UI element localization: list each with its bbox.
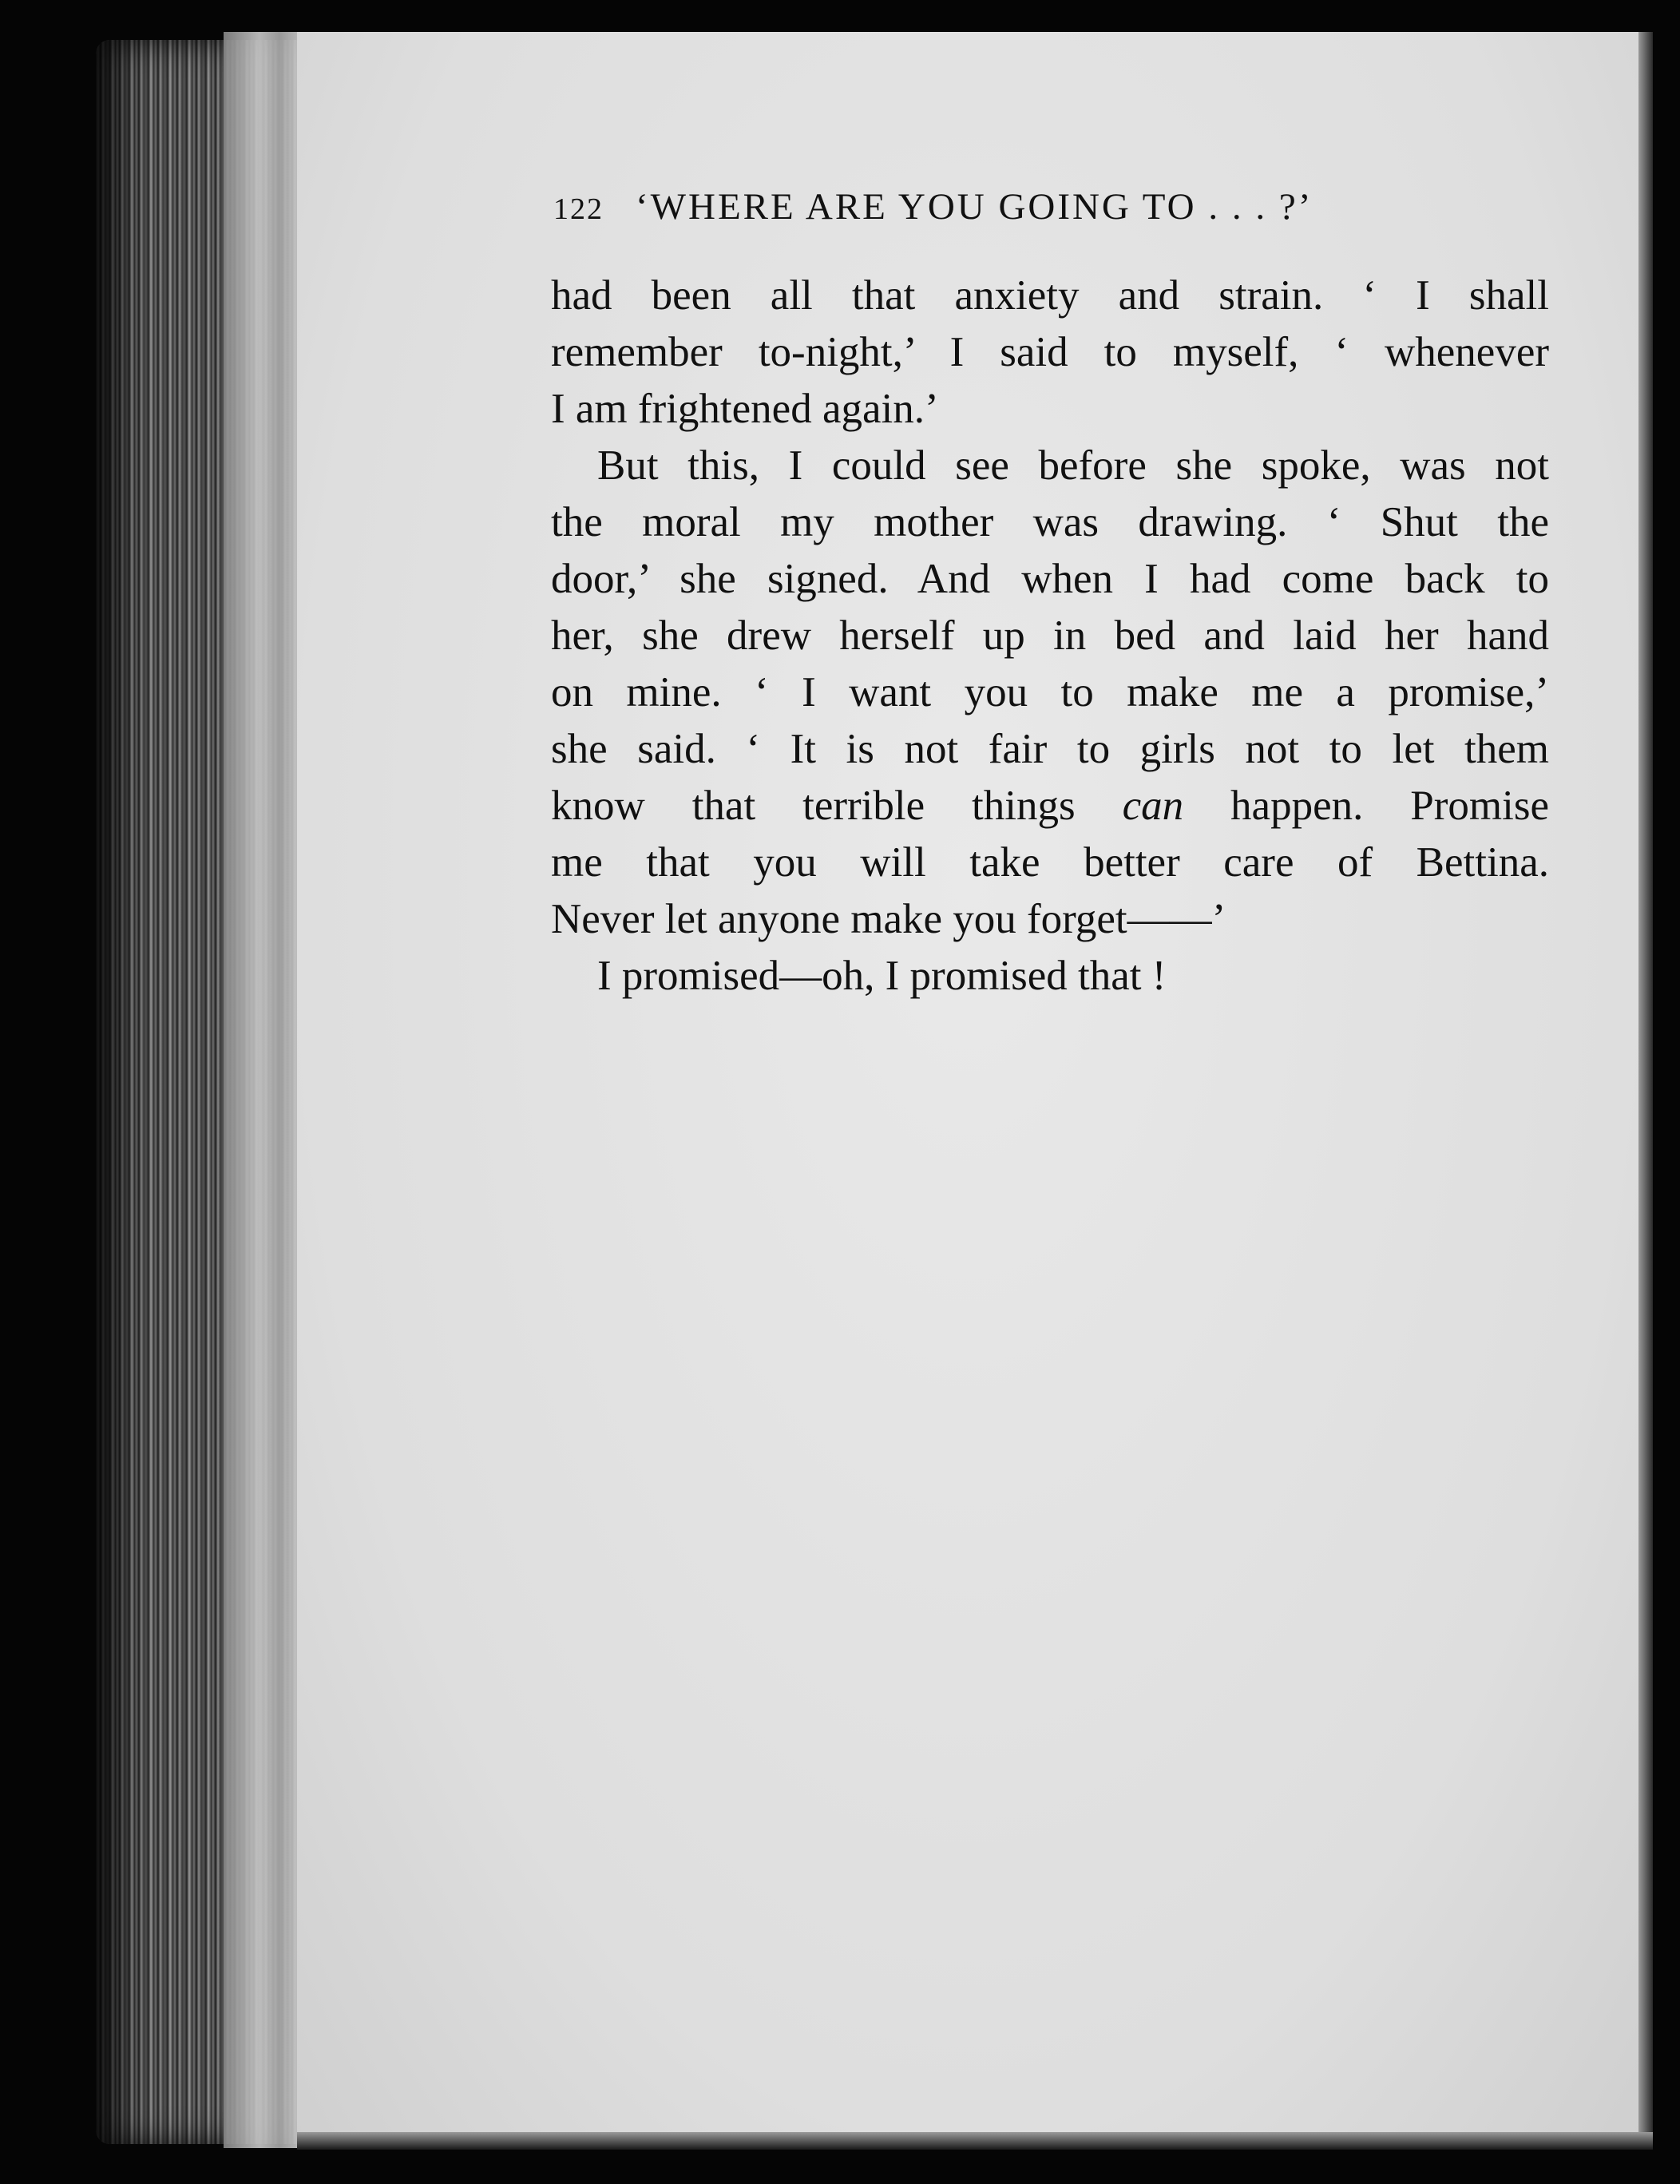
running-title: ‘WHERE ARE YOU GOING TO . . . ?’ — [636, 186, 1313, 228]
book-page-stack — [224, 32, 303, 2148]
text-line: door,’ she signed. And when I had come back to — [551, 556, 1549, 602]
text-line-with-emphasis — [551, 778, 1549, 834]
text-line: I am frightened again.’ — [551, 386, 939, 432]
text-line: had been all that anxiety and strain. ‘ I shall — [551, 272, 1549, 319]
text-line: Never let anyone make you forget——’ — [551, 896, 1226, 942]
text-line: remember to-night,’ I said to myself, ‘ whenever — [551, 329, 1549, 375]
text-line: the moral my mother was drawing. ‘ Shut the — [551, 499, 1549, 545]
running-head — [553, 185, 1535, 233]
text-line: me that you will take better care of Bettina. — [551, 839, 1549, 886]
emphasized-word: can — [1122, 783, 1184, 829]
text-line: I promised—oh, I promised that ! — [597, 953, 1167, 999]
book-binding-edge — [1638, 32, 1653, 2144]
text-segment: happen. Promise — [1183, 783, 1549, 829]
text-line: on mine. ‘ I want you to make me a promise,’ — [551, 669, 1549, 715]
body-text — [551, 268, 1549, 1005]
text-line: But this, I could see before she spoke, was not — [597, 442, 1549, 489]
book-bottom-edge — [297, 2132, 1653, 2150]
text-line: her, she drew herself up in bed and laid her hand — [551, 612, 1549, 659]
page-number: 122 — [553, 192, 604, 226]
text-line: she said. ‘ It is not fair to girls not to let them — [551, 726, 1549, 772]
text-segment: know that terrible things — [551, 783, 1123, 829]
